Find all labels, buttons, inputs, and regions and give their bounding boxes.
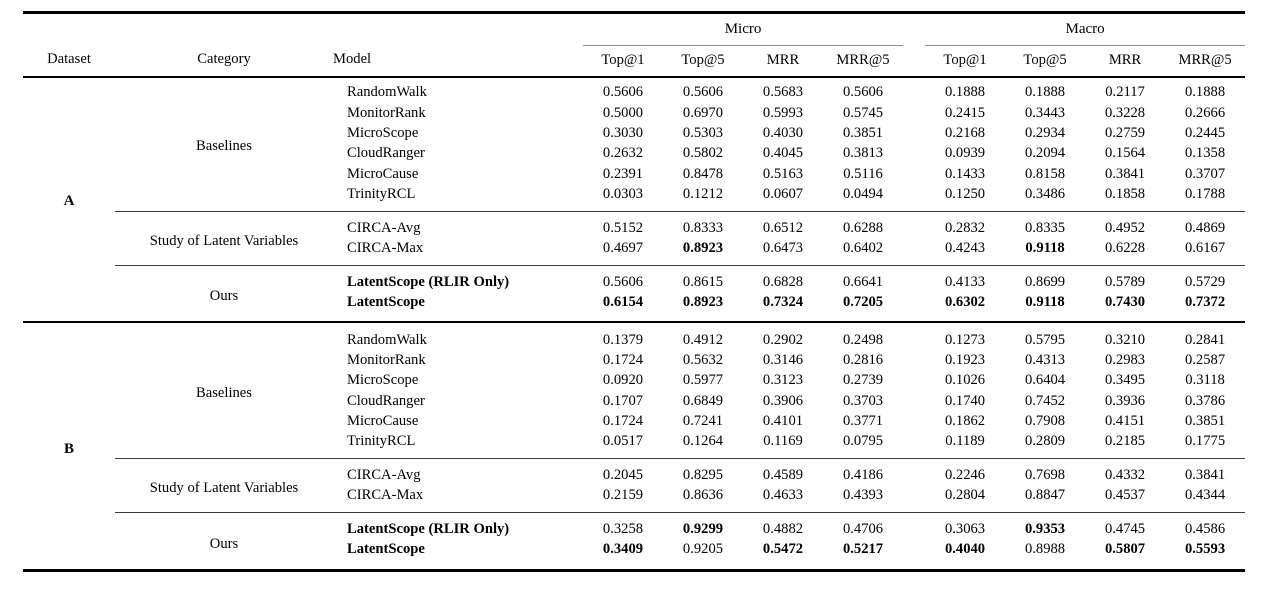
metric-value: 0.6641: [823, 265, 903, 292]
metric-value: 0.5993: [762, 104, 804, 121]
table-row: [23, 459, 1245, 486]
metric-value: 0.5789: [1085, 265, 1165, 292]
metric-value: 0.3841: [1165, 459, 1245, 486]
metric-value: 0.4697: [602, 240, 644, 257]
metric-value: 0.2391: [602, 165, 644, 182]
metric-value: 0.2168: [944, 124, 986, 141]
metric-value: 0.0920: [602, 372, 644, 389]
model-name: TrinityRCL: [347, 186, 416, 203]
metric-value: 0.1724: [602, 351, 644, 368]
metric-value: 0.8923: [682, 240, 724, 257]
metric-value: 0.2739: [842, 372, 884, 389]
group-gap: [903, 540, 925, 570]
metric-value: 0.3851: [842, 124, 884, 141]
table-row: [23, 265, 1245, 292]
metric-value: 0.4344: [1184, 487, 1226, 504]
metric-value: 0.8847: [1024, 487, 1066, 504]
metric-value: 0.4882: [743, 513, 823, 540]
model-name: MonitorRank: [347, 104, 426, 121]
model-name: RandomWalk: [347, 84, 427, 101]
metric-value: 0.1433: [944, 165, 986, 182]
metric-value: 0.7324: [762, 294, 804, 310]
metric-value: 0.2804: [944, 487, 986, 504]
metric-value: 0.5000: [602, 104, 644, 121]
metric-value: 0.8615: [663, 265, 743, 292]
metric-value: 0.0939: [944, 145, 986, 162]
metric-value: 0.8988: [1024, 541, 1066, 558]
metric-value: 0.3703: [842, 392, 884, 409]
table-row: [23, 513, 1245, 540]
metric-value: 0.8923: [682, 294, 724, 310]
metric-value: 0.4045: [762, 145, 804, 162]
metric-value: 0.5802: [682, 145, 724, 162]
metric-value: 0.2902: [743, 322, 823, 351]
metric-value: 0.5303: [682, 124, 724, 141]
metric-value: 0.4030: [762, 124, 804, 141]
metric-value: 0.7372: [1184, 294, 1226, 310]
metric-value: 0.7241: [682, 413, 724, 430]
table-row: [23, 211, 1245, 238]
metric-value: 0.4537: [1104, 487, 1146, 504]
model-name: CIRCA-Avg: [333, 211, 583, 238]
results-table: [23, 11, 1245, 572]
group-gap: [903, 239, 925, 265]
model-name: RandomWalk: [333, 322, 583, 351]
metric-value: 0.1189: [945, 433, 985, 450]
column-header: MRR@5: [1165, 45, 1245, 77]
group-gap: [903, 293, 925, 322]
group-gap: [903, 77, 925, 103]
column-header: Top@5: [663, 45, 743, 77]
group-gap: [903, 103, 925, 123]
model-name: LatentScope (RLIR Only): [333, 265, 583, 292]
metric-value: 0.4133: [925, 265, 1005, 292]
metric-value: 0.7452: [1024, 392, 1066, 409]
model-name: CloudRanger: [347, 145, 425, 162]
metric-value: 0.1169: [763, 433, 803, 450]
metric-value: 0.3228: [1104, 104, 1146, 121]
metric-value: 0.2159: [602, 487, 644, 504]
table-row: [23, 322, 1245, 351]
metric-value: 0.3443: [1024, 104, 1066, 121]
model-name: CIRCA-Max: [347, 240, 424, 257]
metric-value: 0.2832: [925, 211, 1005, 238]
column-header: MRR: [1085, 45, 1165, 77]
group-gap: [903, 412, 925, 432]
metric-value: 0.2983: [1104, 351, 1146, 368]
column-header: Top@5: [1005, 45, 1085, 77]
metric-value: 0.2117: [1105, 84, 1145, 101]
metric-value: 0.0494: [842, 186, 884, 203]
metric-value: 0.4952: [1085, 211, 1165, 238]
group-gap: [903, 265, 925, 292]
group-gap: [903, 45, 925, 77]
category-label: Ours: [115, 513, 333, 571]
model-name: MicroCause: [347, 165, 419, 182]
metric-value: 0.2816: [842, 351, 884, 368]
metric-value: 0.3841: [1104, 165, 1146, 182]
metric-value: 0.1358: [1184, 145, 1226, 162]
metric-value: 0.9118: [1025, 294, 1065, 310]
metric-value: 0.8333: [663, 211, 743, 238]
metric-value: 0.2415: [944, 104, 986, 121]
metric-value: 0.1212: [682, 186, 724, 203]
metric-value: 0.5606: [583, 265, 663, 292]
metric-value: 0.4912: [663, 322, 743, 351]
group-gap: [903, 185, 925, 211]
metric-value: 0.4393: [842, 487, 884, 504]
metric-value: 0.3786: [1184, 392, 1226, 409]
metric-value: 0.2759: [1104, 124, 1146, 141]
metric-value: 0.4633: [762, 487, 804, 504]
column-header: Top@1: [583, 45, 663, 77]
metric-value: 0.3409: [602, 541, 644, 558]
metric-value: 0.7698: [1005, 459, 1085, 486]
group-gap: [903, 124, 925, 144]
metric-value: 0.0795: [842, 433, 884, 450]
metric-value: 0.7430: [1104, 294, 1146, 310]
metric-value: 0.3906: [762, 392, 804, 409]
group-gap: [903, 144, 925, 164]
metric-value: 0.5606: [842, 84, 884, 101]
metric-value: 0.1740: [944, 392, 986, 409]
metric-value: 0.4101: [762, 413, 804, 430]
metric-value: 0.6473: [762, 240, 804, 257]
group-gap: [903, 459, 925, 486]
metric-value: 0.1273: [925, 322, 1005, 351]
metric-value: 0.3486: [1024, 186, 1066, 203]
metric-value: 0.2841: [1165, 322, 1245, 351]
metric-value: 0.5683: [762, 84, 804, 101]
metric-value: 0.2666: [1184, 104, 1226, 121]
metric-value: 0.1707: [602, 392, 644, 409]
metric-value: 0.3707: [1184, 165, 1226, 182]
metric-value: 0.3258: [583, 513, 663, 540]
metric-value: 0.1923: [944, 351, 986, 368]
metric-value: 0.4589: [743, 459, 823, 486]
header-group-row: [23, 13, 1245, 46]
metric-value: 0.2587: [1184, 351, 1226, 368]
metric-value: 0.3495: [1104, 372, 1146, 389]
category-label: Baselines: [115, 322, 333, 459]
metric-value: 0.2632: [602, 145, 644, 162]
metric-value: 0.4745: [1085, 513, 1165, 540]
metric-value: 0.1888: [1024, 84, 1066, 101]
metric-value: 0.8636: [682, 487, 724, 504]
metric-value: 0.5593: [1184, 541, 1226, 558]
model-name: LatentScope (RLIR Only): [333, 513, 583, 540]
metric-value: 0.3118: [1185, 372, 1225, 389]
model-column-header: Model: [333, 45, 583, 77]
metric-value: 0.9118: [1025, 240, 1065, 257]
metric-value: 0.1888: [944, 84, 986, 101]
category-column-header: Category: [115, 45, 333, 77]
metric-value: 0.3030: [602, 124, 644, 141]
metric-value: 0.6288: [823, 211, 903, 238]
metric-value: 0.7205: [842, 294, 884, 310]
metric-value: 0.5745: [842, 104, 884, 121]
micro-group-header: Micro: [583, 13, 903, 46]
group-gap: [903, 13, 925, 46]
metric-value: 0.1026: [944, 372, 986, 389]
group-gap: [903, 322, 925, 351]
group-gap: [903, 371, 925, 391]
category-label: Baselines: [196, 137, 252, 154]
metric-value: 0.0607: [762, 186, 804, 203]
metric-value: 0.5632: [682, 351, 724, 368]
category-label: Study of Latent Variables: [115, 459, 333, 513]
metric-value: 0.2185: [1104, 433, 1146, 450]
metric-value: 0.1858: [1104, 186, 1146, 203]
metric-value: 0.5977: [682, 372, 724, 389]
metric-value: 0.2445: [1184, 124, 1226, 141]
metric-value: 0.5116: [843, 165, 883, 182]
metric-value: 0.1264: [682, 433, 724, 450]
metric-value: 0.6512: [743, 211, 823, 238]
metric-value: 0.6228: [1104, 240, 1146, 257]
metric-value: 0.3146: [762, 351, 804, 368]
category-label: Ours: [115, 265, 333, 321]
dataset-label: B: [23, 322, 115, 571]
metric-value: 0.3123: [762, 372, 804, 389]
metric-value: 0.2045: [583, 459, 663, 486]
metric-value: 0.6402: [842, 240, 884, 257]
model-name: MicroScope: [347, 372, 419, 389]
metric-value: 0.5152: [583, 211, 663, 238]
dataset-label: A: [63, 192, 75, 209]
metric-value: 0.1788: [1184, 186, 1226, 203]
group-gap: [903, 513, 925, 540]
metric-value: 0.8699: [1005, 265, 1085, 292]
macro-group-header: Macro: [925, 13, 1245, 46]
metric-value: 0.3210: [1085, 322, 1165, 351]
metric-value: 0.6828: [743, 265, 823, 292]
metric-value: 0.9299: [663, 513, 743, 540]
metric-value: 0.0303: [602, 186, 644, 203]
model-name: MicroCause: [347, 413, 419, 430]
metric-value: 0.5606: [602, 84, 644, 101]
metric-value: 0.9205: [682, 541, 724, 558]
header-blank: [23, 13, 583, 46]
metric-value: 0.4706: [823, 513, 903, 540]
column-header: MRR: [743, 45, 823, 77]
group-gap: [903, 391, 925, 411]
metric-value: 0.8295: [663, 459, 743, 486]
metric-value: 0.6849: [682, 392, 724, 409]
metric-value: 0.4332: [1085, 459, 1165, 486]
metric-value: 0.4586: [1165, 513, 1245, 540]
metric-value: 0.3851: [1184, 413, 1226, 430]
metric-value: 0.9353: [1005, 513, 1085, 540]
metric-value: 0.2094: [1024, 145, 1066, 162]
category-label: Study of Latent Variables: [115, 211, 333, 265]
dataset-column-header: Dataset: [23, 45, 115, 77]
metric-value: 0.4151: [1104, 413, 1146, 430]
metric-value: 0.4313: [1024, 351, 1066, 368]
metric-value: 0.5807: [1104, 541, 1146, 558]
metric-value: 0.2934: [1024, 124, 1066, 141]
metric-value: 0.1862: [944, 413, 986, 430]
group-gap: [903, 432, 925, 458]
metric-value: 0.5163: [762, 165, 804, 182]
metric-value: 0.1564: [1104, 145, 1146, 162]
metric-value: 0.1775: [1184, 433, 1226, 450]
model-name: MicroScope: [347, 124, 419, 141]
metric-value: 0.5472: [762, 541, 804, 558]
metric-value: 0.2498: [823, 322, 903, 351]
group-gap: [903, 486, 925, 512]
model-name: CIRCA-Avg: [333, 459, 583, 486]
header-columns-row: [23, 45, 1245, 77]
model-name: LatentScope: [347, 541, 425, 558]
metric-value: 0.4040: [944, 541, 986, 558]
model-name: MonitorRank: [347, 351, 426, 368]
metric-value: 0.8335: [1005, 211, 1085, 238]
metric-value: 0.6404: [1024, 372, 1066, 389]
model-name: TrinityRCL: [347, 433, 416, 450]
metric-value: 0.3771: [842, 413, 884, 430]
metric-value: 0.7908: [1024, 413, 1066, 430]
metric-value: 0.8478: [682, 165, 724, 182]
metric-value: 0.3063: [925, 513, 1005, 540]
metric-value: 0.2246: [925, 459, 1005, 486]
metric-value: 0.4869: [1165, 211, 1245, 238]
metric-value: 0.8158: [1024, 165, 1066, 182]
group-gap: [903, 211, 925, 238]
metric-value: 0.5217: [842, 541, 884, 558]
metric-value: 0.1888: [1184, 84, 1226, 101]
metric-value: 0.5729: [1165, 265, 1245, 292]
metric-value: 0.6302: [944, 294, 986, 310]
metric-value: 0.6154: [602, 294, 644, 310]
table-row: [23, 77, 1245, 103]
model-name: CIRCA-Max: [347, 487, 424, 504]
metric-value: 0.4243: [944, 240, 986, 257]
metric-value: 0.6970: [682, 104, 724, 121]
model-name: LatentScope: [347, 294, 425, 310]
metric-value: 0.3936: [1104, 392, 1146, 409]
metric-value: 0.2809: [1024, 433, 1066, 450]
group-gap: [903, 351, 925, 371]
group-gap: [903, 164, 925, 184]
column-header: Top@1: [925, 45, 1005, 77]
column-header: MRR@5: [823, 45, 903, 77]
metric-value: 0.4186: [823, 459, 903, 486]
metric-value: 0.5795: [1005, 322, 1085, 351]
metric-value: 0.0517: [602, 433, 644, 450]
metric-value: 0.6167: [1184, 240, 1226, 257]
metric-value: 0.3813: [842, 145, 884, 162]
model-name: CloudRanger: [347, 392, 425, 409]
metric-value: 0.1379: [583, 322, 663, 351]
metric-value: 0.1250: [944, 186, 986, 203]
metric-value: 0.5606: [682, 84, 724, 101]
metric-value: 0.1724: [602, 413, 644, 430]
